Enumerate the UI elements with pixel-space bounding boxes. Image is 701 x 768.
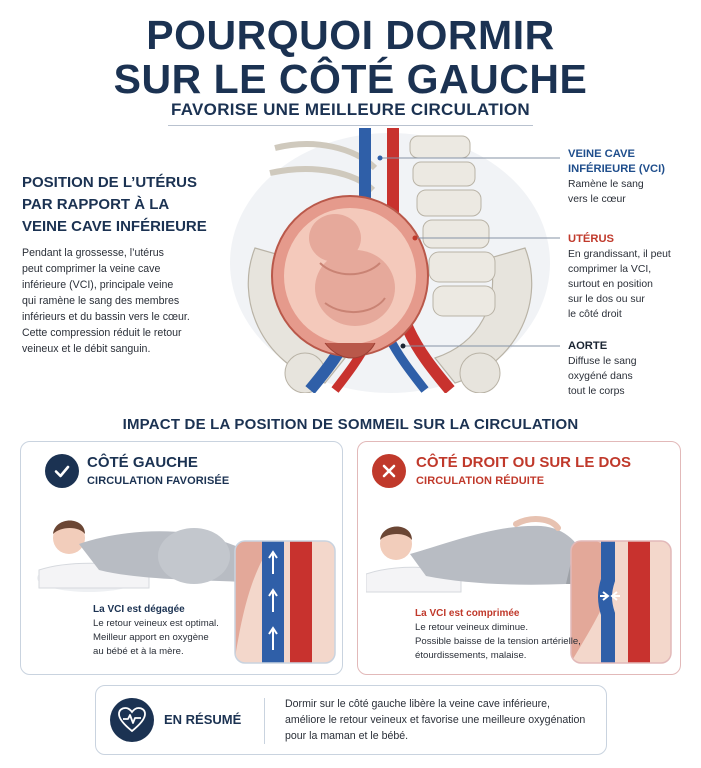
summary-text-line: améliore le retour veineux et favorise une meilleure oxygénation (285, 714, 586, 726)
intro-text-line: peut comprimer la veine cave (22, 263, 161, 275)
right-note-line: étourdissements, malaise. (415, 650, 527, 661)
intro-text-line: inférieurs et du bassin vers le cœur. (22, 311, 190, 323)
page-title-line2: SUR LE CÔTÉ GAUCHE (113, 56, 588, 102)
check-icon (45, 454, 79, 488)
left-note-line: Le retour veineux est optimal. (93, 618, 219, 629)
summary-label: EN RÉSUMÉ (164, 712, 242, 727)
right-side-card (357, 441, 681, 675)
right-card-note (415, 607, 595, 663)
page-title-line1: POURQUOI DORMIR (146, 12, 555, 58)
left-card-heading: CÔTÉ GAUCHE (87, 454, 198, 471)
intro-text-line: Cette compression réduit le retour (22, 327, 182, 339)
intro-text-line: qui ramène le sang des membres (22, 295, 180, 307)
vci-label-title: VEINE CAVE (568, 148, 635, 160)
aorta-label (568, 339, 698, 399)
vci-label-desc: Ramène le sang (568, 179, 644, 190)
vci-label-desc: vers le cœur (568, 194, 626, 205)
intro-text (22, 245, 237, 357)
intro-heading-line: POSITION DE L’UTÉRUS (22, 174, 198, 191)
summary-text-line: pour la maman et le bébé. (285, 730, 409, 742)
right-card-heading: CÔTÉ DROIT OU SUR LE DOS (416, 454, 632, 471)
intro-heading-line: PAR RAPPORT À LA (22, 196, 170, 213)
vci-label (568, 147, 698, 207)
uterus-label-desc: sur le dos ou sur (568, 294, 645, 305)
right-note-title: La VCI est comprimée (415, 608, 520, 619)
aorta-label-desc: oxygéné dans (568, 371, 633, 382)
left-card-subheading: CIRCULATION FAVORISÉE (87, 475, 230, 487)
page-subtitle: FAVORISE UNE MEILLEURE CIRCULATION (170, 100, 531, 119)
uterus-label-desc: comprimer la VCI, (568, 264, 652, 275)
aorta-label-title: AORTE (568, 340, 608, 352)
right-note-line: Le retour veineux diminue. (415, 622, 529, 633)
left-vein-inset (234, 540, 336, 664)
left-note-line: Meilleur apport en oxygène (93, 632, 209, 643)
summary-text-line: Dormir sur le côté gauche libère la veine cave inférieure, (285, 698, 550, 710)
summary-divider (264, 698, 265, 744)
heart-pulse-icon (110, 698, 154, 742)
uterus-label-title: UTÉRUS (568, 233, 614, 245)
left-note-title: La VCI est dégagée (93, 604, 185, 615)
uterus-label (568, 232, 698, 322)
summary-box (95, 685, 607, 755)
uterus-label-desc: le côté droit (568, 309, 622, 320)
cross-icon (372, 454, 406, 488)
uterus-label-desc: En grandissant, il peut (568, 249, 671, 260)
left-side-card (20, 441, 343, 675)
aorta-label-desc: Diffuse le sang (568, 356, 637, 367)
left-card-note (93, 603, 243, 659)
summary-text (285, 696, 605, 744)
right-note-line: Possible baisse de la tension artérielle, (415, 636, 581, 647)
intro-text-line: veineux et le débit sanguin. (22, 343, 151, 355)
anatomy-illustration (215, 128, 565, 393)
intro-heading (22, 172, 232, 238)
intro-text-line: Pendant la grossesse, l’utérus (22, 247, 164, 259)
impact-section-title: IMPACT DE LA POSITION DE SOMMEIL SUR LA CIRCULATION (122, 416, 579, 433)
left-note-line: au bébé et à la mère. (93, 646, 184, 657)
vci-label-title: INFÉRIEURE (VCI) (568, 163, 665, 175)
uterus-label-desc: surtout en position (568, 279, 653, 290)
aorta-label-desc: tout le corps (568, 386, 625, 397)
intro-text-line: inférieure (VCI), principale veine (22, 279, 174, 291)
header-divider (168, 125, 533, 126)
right-card-subheading: CIRCULATION RÉDUITE (416, 475, 545, 487)
intro-heading-line: VEINE CAVE INFÉRIEURE (22, 218, 207, 235)
